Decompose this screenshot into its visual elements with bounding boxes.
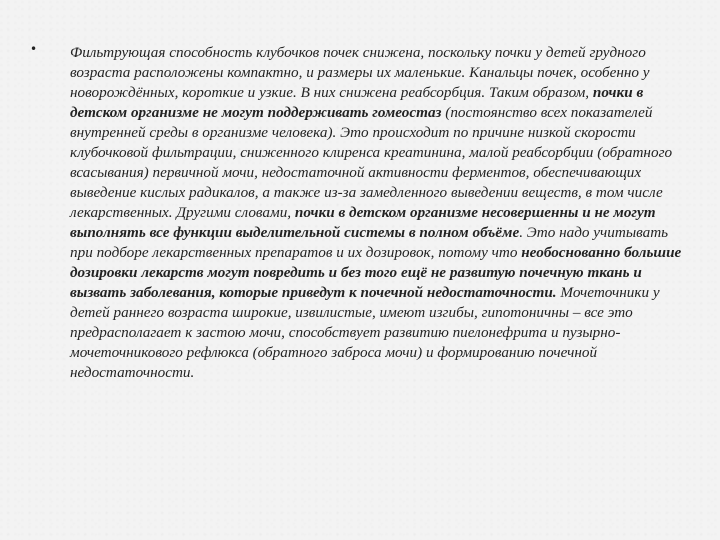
bold-text-segment: почки в детском организме не могут поддерживать гомеостаз <box>70 84 644 121</box>
text-segment: Мочеточники у детей раннего возраста широкие, извилистые, имеют изгибы, гипотоничны – все это предрасполагает к застою мочи, способствует развитию пиелонефрита и пузырно-мочеточникового рефлюкса (обратного заброса мочи) и формированию почечной недостаточности. <box>70 284 660 381</box>
slide-body-text <box>70 43 686 383</box>
bold-text-segment: почки в детском организме несовершенны и не могут выполнять все функции выделительной системы в полном объёме <box>70 204 656 241</box>
text-segment: (постоянство всех показателей внутренней среды в организме человека). Это происходит по причине низкой скорости клубочковой фильтрации, сниженного клиренса креатинина, малой реабсорбции (обратного всасывания) первичной мочи, недостаточной активности ферментов, обеспечивающих выведение кислых радикалов, а также из-за замедленного выведении веществ, в том числе лекарственных. Другими словами, <box>70 104 673 221</box>
bold-text-segment: необоснованно большие дозировки лекарств могут повредить и без того ещё не развитую почечную ткань и вызвать заболевания, которые приведут к почечной недостаточности. <box>70 244 682 301</box>
text-segment: Фильтрующая способность клубочков почек снижена, поскольку почки у детей грудного возраста расположены компактно, и размеры их маленькие. Канальцы почек, особенно у новорождённых, короткие и узкие. В них снижена реабсорбция. Таким образом, <box>70 44 650 101</box>
text-segment: . Это надо учитывать при подборе лекарственных препаратов и их дозировок, потому что <box>70 224 669 261</box>
bullet-point: • <box>30 42 38 56</box>
